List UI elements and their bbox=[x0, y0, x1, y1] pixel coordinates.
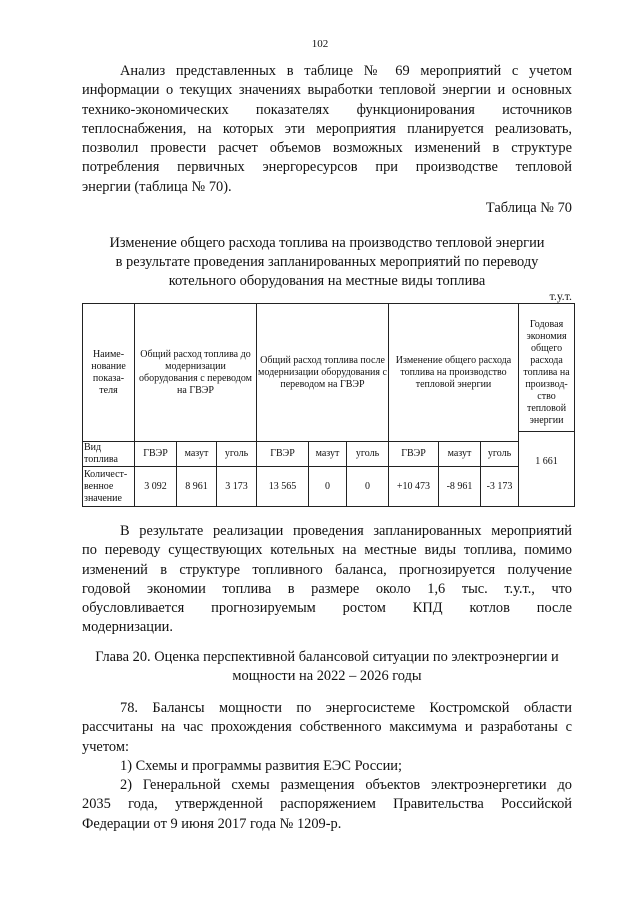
list-item-1 bbox=[82, 757, 572, 776]
text-line: изменений в структуре топливного баланса, прогнозируется получение bbox=[82, 561, 572, 578]
text-line: 2035 года, утвержденной распоряжением Правительства Российской bbox=[82, 796, 572, 813]
heading-line: мощности на 2022 – 2026 годы bbox=[232, 668, 422, 684]
table-cell: -8 961 bbox=[439, 467, 481, 507]
header-saving bbox=[519, 304, 575, 507]
table-header-row bbox=[83, 304, 575, 442]
text-line: Федерации от 9 июня 2017 года № 1209-р. bbox=[82, 815, 342, 832]
header-before: Общий расход топлива до модернизации оборудования с переводом на ГВЭР bbox=[135, 304, 257, 442]
table-cell: уголь bbox=[481, 442, 519, 467]
header-name: Наиме-нование показа-теля bbox=[83, 304, 135, 442]
text-line: обусловливается прогнозируемым ростом КПД котлов после bbox=[82, 600, 572, 617]
row-label: Вид топлива bbox=[83, 442, 135, 467]
table-cell: +10 473 bbox=[389, 467, 439, 507]
table-cell: мазут bbox=[177, 442, 217, 467]
text-line: по переводу существующих котельных на местные виды топлива, помимо bbox=[82, 542, 572, 559]
table-cell: ГВЭР bbox=[135, 442, 177, 467]
text-line: рассчитаны на час прохождения собственного максимума и разработаны с bbox=[82, 719, 572, 736]
table-title bbox=[82, 234, 572, 291]
table-cell: 0 bbox=[347, 467, 389, 507]
text-line: годовой экономии топлива в размере около 1,6 тыс. т.у.т., что bbox=[82, 580, 572, 597]
text-line: Анализ представленных в таблице № 69 мероприятий с учетом bbox=[120, 63, 572, 79]
text-line: 2) Генеральной схемы размещения объектов электроэнергетики до bbox=[120, 777, 572, 793]
chapter-heading bbox=[82, 648, 572, 686]
table-cell: ГВЭР bbox=[389, 442, 439, 467]
result-paragraph bbox=[82, 522, 572, 638]
text-line: энергии (таблица № 70). bbox=[82, 178, 232, 195]
table-cell: 8 961 bbox=[177, 467, 217, 507]
intro-paragraph bbox=[82, 62, 572, 197]
text-line: позволил провести расчет объемов возможных изменений в структуре bbox=[82, 140, 572, 157]
text-line: теплоснабжения, на которых эти мероприятия планируется реализовать, bbox=[82, 120, 572, 137]
saving-value: 1 661 bbox=[535, 455, 558, 467]
text-line: информации о текущих значениях выработки тепловой энергии и основных bbox=[82, 82, 572, 99]
page-number: 102 bbox=[311, 38, 329, 50]
text-line: 78. Балансы мощности по энергосистеме Костромской области bbox=[120, 700, 572, 716]
fuel-table bbox=[82, 303, 575, 507]
heading-line: Глава 20. Оценка перспективной балансовой ситуации по электроэнергии и bbox=[95, 649, 559, 665]
text-line: В результате реализации проведения запланированных мероприятий bbox=[120, 523, 572, 539]
header-change: Изменение общего расхода топлива на производство тепловой энергии bbox=[389, 304, 519, 442]
title-line: в результате проведения запланированных мероприятий по переводу bbox=[115, 254, 539, 270]
row-label: Количест-венное значение bbox=[83, 467, 135, 507]
table-cell: мазут bbox=[439, 442, 481, 467]
table-cell: 13 565 bbox=[257, 467, 309, 507]
text-line: учетом: bbox=[82, 738, 129, 755]
table-cell: уголь bbox=[347, 442, 389, 467]
values-row bbox=[83, 467, 575, 507]
table-cell: 3 173 bbox=[217, 467, 257, 507]
table-cell: -3 173 bbox=[481, 467, 519, 507]
table-label: Таблица № 70 bbox=[485, 200, 572, 216]
text-line: потребления первичных энергоресурсов при производстве тепловой bbox=[82, 159, 572, 176]
fuel-type-row bbox=[83, 442, 575, 467]
list-item-2 bbox=[82, 776, 572, 834]
table-cell: 3 092 bbox=[135, 467, 177, 507]
balance-paragraph bbox=[82, 699, 572, 757]
text-line: технико-экономических показателях функционирования источников bbox=[82, 101, 572, 118]
table-cell: уголь bbox=[217, 442, 257, 467]
table-cell: ГВЭР bbox=[257, 442, 309, 467]
text-line: модернизации. bbox=[82, 619, 173, 636]
header-after: Общий расход топлива после модернизации оборудования с переводом на ГВЭР bbox=[257, 304, 389, 442]
title-line: Изменение общего расхода топлива на производство тепловой энергии bbox=[109, 235, 545, 251]
table-cell: 0 bbox=[309, 467, 347, 507]
text-line: 1) Схемы и программы развития ЕЭС России; bbox=[120, 758, 402, 774]
saving-header-text: Годовая экономия общего расхода топлива на производ-ство тепловой энергии bbox=[519, 319, 574, 432]
unit-label: т.у.т. bbox=[549, 289, 572, 303]
table-cell: мазут bbox=[309, 442, 347, 467]
title-line: котельного оборудования на местные виды топлива bbox=[168, 273, 486, 289]
